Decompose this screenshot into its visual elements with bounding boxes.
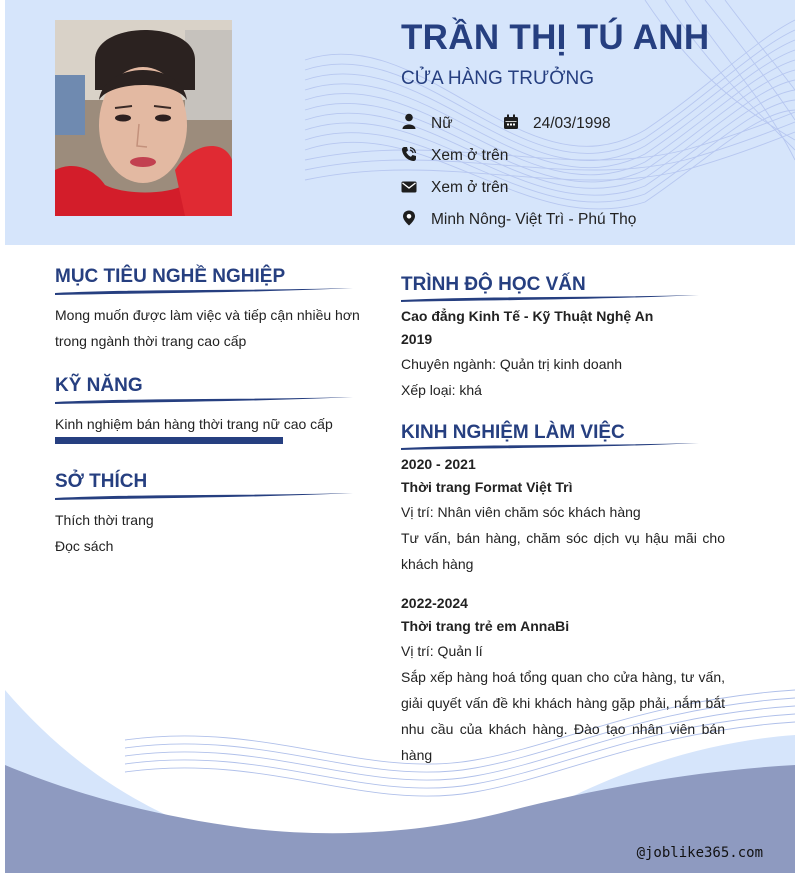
candidate-name: TRẦN THỊ TÚ ANH [401, 18, 710, 57]
objective-text: Mong muốn được làm việc và tiếp cận nhiều hơn trong ngành thời trang cao cấp [55, 307, 360, 349]
skill-label: Kinh nghiệm bán hàng thời trang nữ cao cấp [55, 416, 333, 432]
email-value: Xem ở trên [431, 179, 509, 196]
gender-value: Nữ [431, 115, 453, 132]
cv-page [5, 0, 795, 873]
skills-underline [55, 396, 355, 406]
calendar-icon [503, 114, 519, 130]
address-value: Minh Nông- Việt Trì - Phú Thọ [431, 211, 637, 228]
profile-photo [55, 20, 232, 216]
experience-description: Sắp xếp hàng hoá tổng quan cho cửa hàng, tư vấn, giải quyết vấn đề khi khách hàng gặp phải, nắm bắt nhu cầu của khách hàng. Đào tạo nhân viên bán hàng [401, 669, 725, 763]
experience-company: Thời trang Format Việt Trì [401, 479, 573, 495]
watermark: @joblike365.com [636, 845, 763, 861]
phone-icon [401, 146, 417, 162]
user-icon [401, 113, 417, 129]
education-year: 2019 [401, 331, 433, 347]
objective-underline [55, 287, 355, 297]
objective-title: MỤC TIÊU NGHỀ NGHIỆP [55, 266, 286, 287]
envelope-icon [401, 179, 417, 195]
hobbies-underline [55, 492, 355, 502]
education-title: TRÌNH ĐỘ HỌC VẤN [401, 274, 586, 295]
experience-company: Thời trang trẻ em AnnaBi [401, 618, 570, 634]
job-title: CỬA HÀNG TRƯỞNG [401, 68, 595, 89]
birthdate-value: 24/03/1998 [533, 115, 611, 132]
hobby-item: Thích thời trang [55, 512, 154, 528]
experience-position: Vị trí: Nhân viên chăm sóc khách hàng [401, 504, 641, 520]
education-school: Cao đẳng Kinh Tế - Kỹ Thuật Nghệ An [401, 308, 654, 324]
experience-description: Tư vấn, bán hàng, chăm sóc dịch vụ hậu mãi cho khách hàng [401, 530, 725, 572]
hobby-item: Đọc sách [55, 538, 114, 554]
experience-title: KINH NGHIỆM LÀM VIỆC [401, 422, 625, 443]
education-major: Chuyên ngành: Quản trị kinh doanh [401, 356, 623, 372]
experience-period: 2020 - 2021 [401, 456, 476, 472]
phone-value: Xem ở trên [431, 147, 509, 164]
skill-level-bar [55, 437, 283, 444]
hobbies-title: SỞ THÍCH [55, 471, 148, 492]
education-grade: Xếp loại: khá [401, 382, 482, 398]
experience-position: Vị trí: Quản lí [401, 643, 483, 659]
skills-title: KỸ NĂNG [55, 375, 143, 396]
experience-period: 2022-2024 [401, 595, 468, 611]
map-pin-icon [401, 210, 417, 226]
